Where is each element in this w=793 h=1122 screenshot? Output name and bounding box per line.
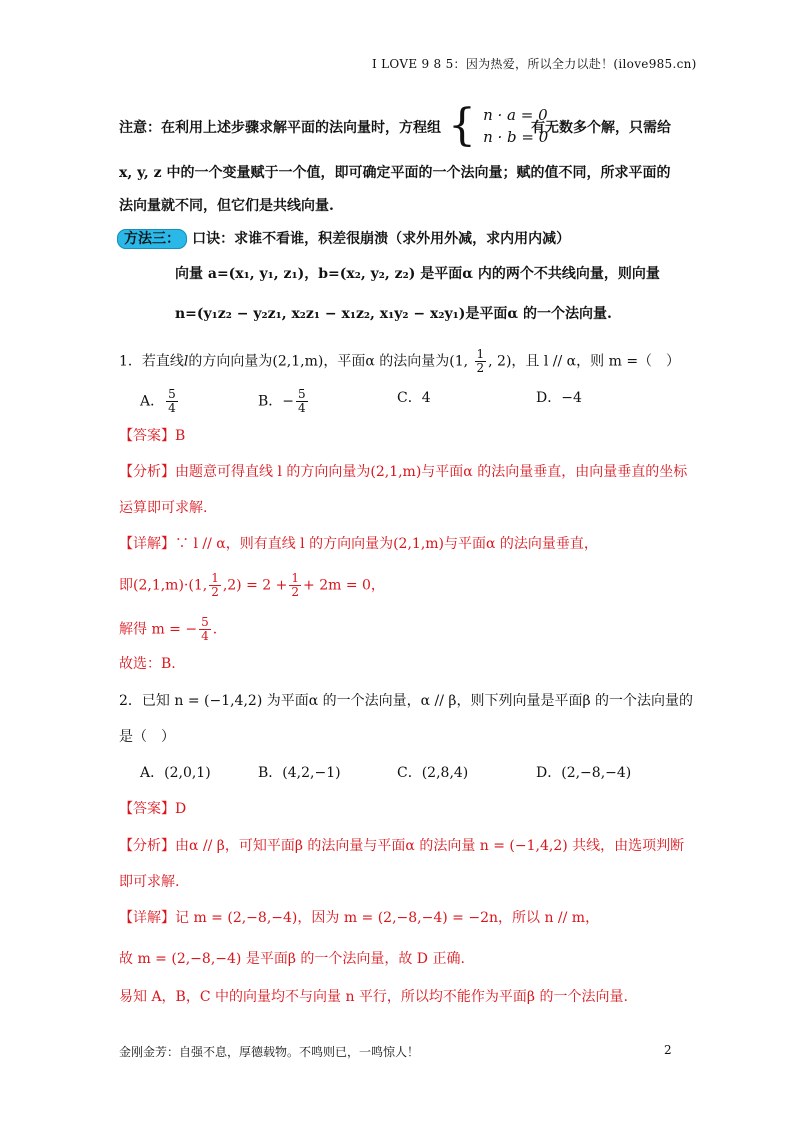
q2-analysis-1: 【分析】由α // β，可知平面β 的法向量与平面α 的法向量 n = (−1,4,2) 共线，由选项判断: [119, 838, 685, 854]
q2-detail-1: 【详解】记 m = (2,−8,−4)，因为 m = (2,−8,−4) = −2n，所以 n // m，: [119, 910, 600, 926]
note-lead: 注意：在利用上述步骤求解平面的法向量时，方程组: [119, 120, 441, 136]
q1-detail-1: 【详解】∵ l // α，则有直线 l 的方向向量为(2,1,m)与平面α 的法向量垂直，: [119, 536, 598, 552]
q1-answer: 【答案】B: [119, 428, 186, 444]
method3-text: 口诀：求谁不看谁，积差很崩溃（求外用外减，求内用内减）: [192, 231, 571, 247]
q1-analysis-2: 运算即可求解.: [119, 500, 208, 516]
method3-row: [117, 228, 570, 249]
q1-option-a[interactable]: A． $\frac{5}{4}$: [140, 387, 176, 415]
q1-option-c[interactable]: C．4: [397, 390, 431, 406]
q1-stem: 1．若直线l的方向向量为(2,1,m)，平面α 的法向量为(1, $\frac{1}{2}$ , 2)，且 l // α，则 m =（ ）: [119, 347, 681, 375]
brace-icon: {: [448, 100, 476, 151]
q1-analysis-1: 【分析】由题意可得直线 l 的方向向量为(2,1,m)与平面α 的法向量垂直，由向量垂直的坐标: [119, 464, 688, 480]
equation-2: n · b = 0: [483, 128, 549, 146]
q1-detail-3: 解得 m = − $\frac{5}{4}$ .: [119, 615, 218, 643]
method3-line1: 向量 a=(x₁, y₁, z₁)，b=(x₂, y₂, z₂) 是平面α 内的两个不共线向量，则向量: [175, 266, 660, 282]
q2-option-b[interactable]: B．(4,2,−1): [258, 765, 341, 781]
method3-badge: 方法三：: [117, 229, 187, 249]
q1-pick: 故选：B.: [119, 656, 176, 672]
q1-option-d[interactable]: D．−4: [536, 390, 582, 406]
q2-analysis-2: 即可求解.: [119, 874, 180, 890]
q2-option-d[interactable]: D．(2,−8,−4): [536, 765, 632, 781]
q1-option-b[interactable]: B．− $\frac{5}{4}$: [258, 387, 306, 415]
fraction: $\frac{1}{2}$: [476, 347, 485, 375]
q2-option-c[interactable]: C．(2,8,4): [397, 765, 469, 781]
note-line3: 法向量就不同，但它们是共线向量.: [119, 198, 334, 214]
q2-detail-3: 易知 A，B，C 中的向量均不与向量 n 平行，所以均不能作为平面β 的一个法向量.: [119, 989, 628, 1005]
q1-detail-2: 即(2,1,m)·(1, $\frac{1}{2}$ ,2) = 2 + $\frac{1}{2}$ + 2m = 0，: [119, 571, 385, 599]
q2-detail-2: 故 m = (2,−8,−4) 是平面β 的一个法向量，故 D 正确.: [119, 951, 465, 967]
method3-line2: n=(y₁z₂ − y₂z₁, x₂z₁ − x₁z₂, x₁y₂ − x₂y₁)是平面α 的一个法向量.: [175, 306, 612, 322]
q2-option-a[interactable]: A．(2,0,1): [140, 765, 211, 781]
equation-1: n · a = 0: [483, 106, 548, 124]
q2-stem-2: 是（ ）: [119, 729, 175, 745]
footer-motto: 金刚金芳：自强不息，厚德载物。不鸣则已，一鸣惊人！: [119, 1045, 420, 1059]
note-line2: x, y, z 中的一个变量赋于一个值，即可确定平面的一个法向量；赋的值不同，所求平面的: [119, 165, 671, 181]
page-number: 2: [664, 1043, 672, 1057]
q2-answer: 【答案】D: [119, 801, 187, 817]
q2-stem-1: 2．已知 n = (−1,4,2) 为平面α 的一个法向量，α // β，则下列向量是平面β 的一个法向量的: [119, 693, 694, 709]
note-tail: 有无数多个解，只需给: [531, 120, 671, 136]
page-header: I LOVE 9 8 5：因为热爱，所以全力以赴！(ilove985.cn): [372, 57, 697, 71]
